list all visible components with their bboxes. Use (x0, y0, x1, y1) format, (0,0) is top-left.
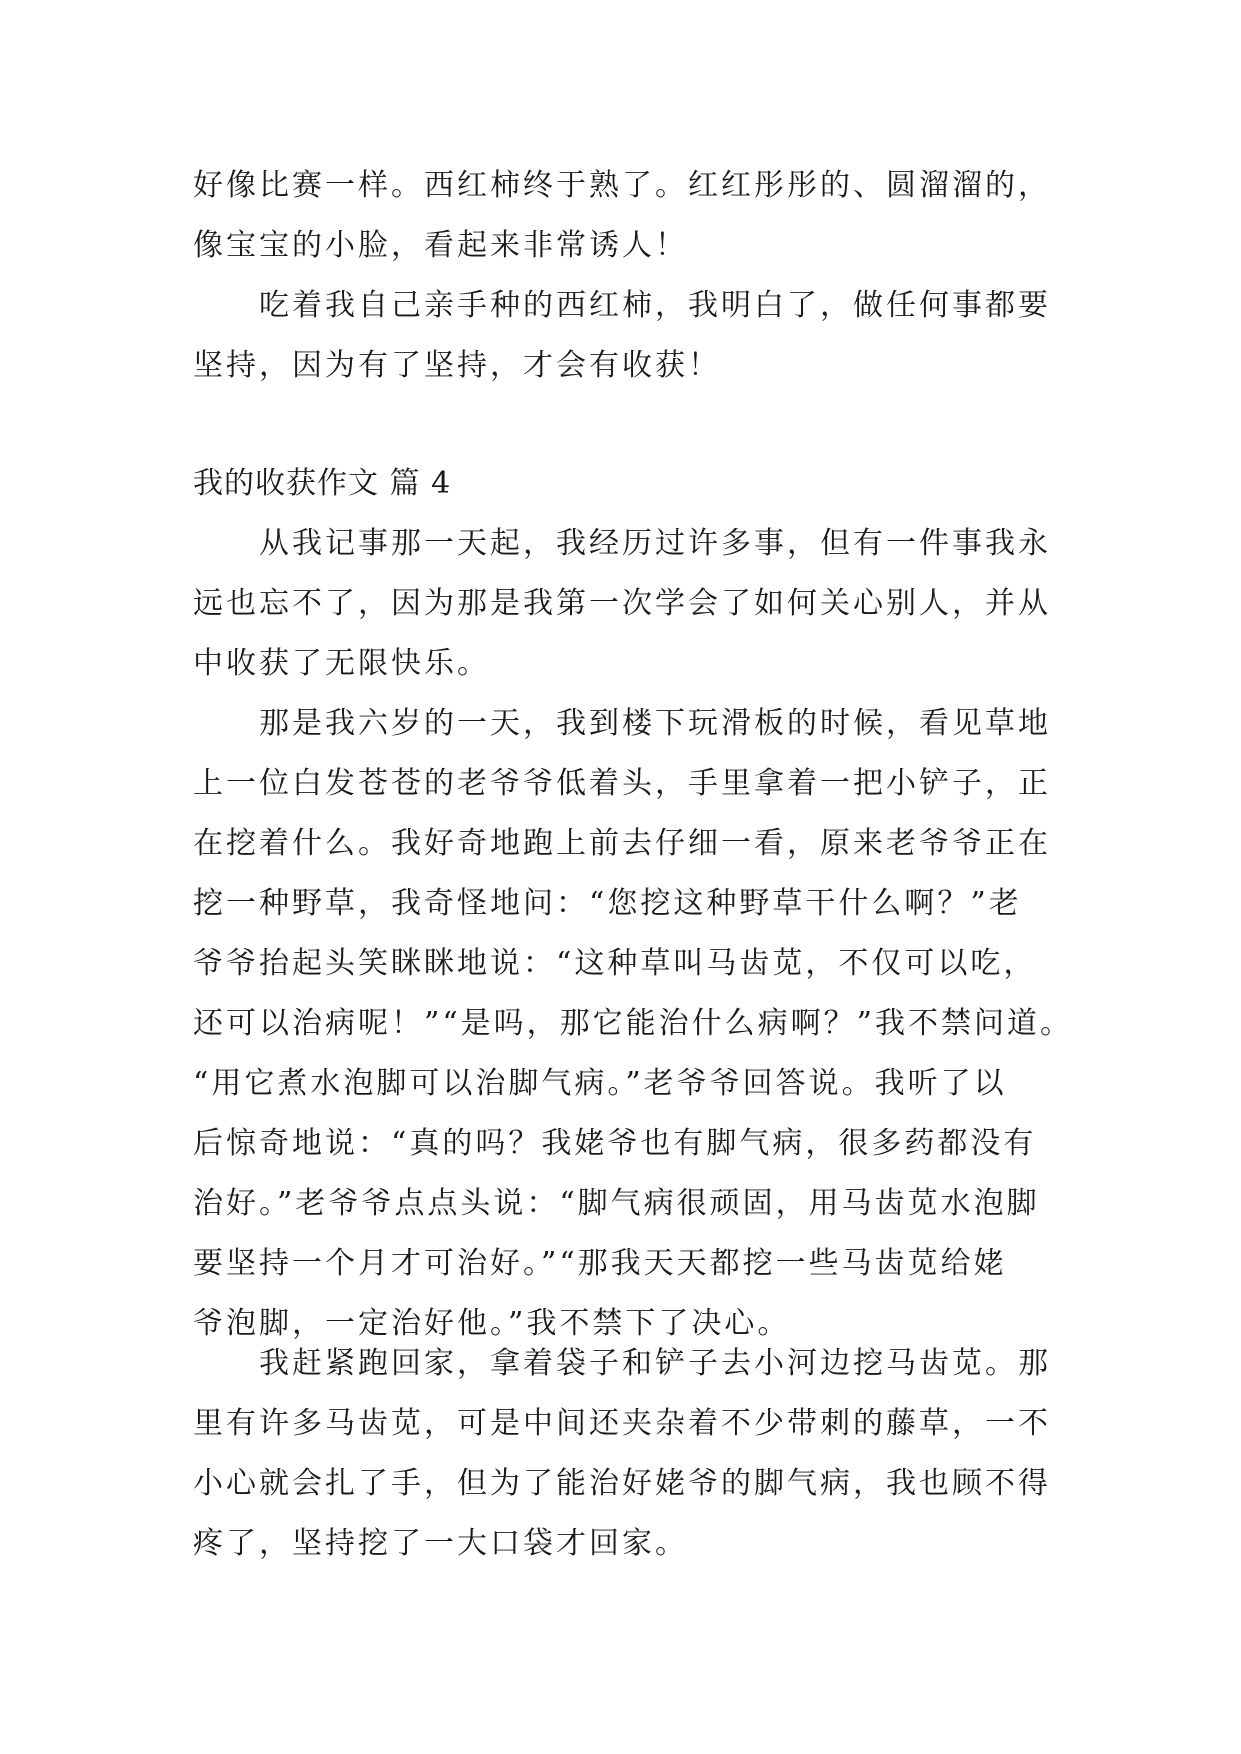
text-line: 远也忘不了，因为那是我第一次学会了如何关心别人，并从 (193, 586, 1051, 621)
paragraph-1 (193, 514, 1053, 694)
paragraph-2 (193, 694, 1074, 1354)
text-line: 后惊奇地说：“真的吗？我姥爷也有脚气病，很多药都没有 (193, 1126, 1037, 1161)
text-line: 疼了，坚持挖了一大口袋才回家。 (193, 1526, 688, 1561)
text-line: 爷爷抬起头笑眯眯地说：“这种草叫马齿苋，不仅可以吃， (193, 946, 1037, 981)
text-line: 爷泡脚，一定治好他。”我不禁下了决心。 (193, 1306, 791, 1341)
text-line: 小心就会扎了手，但为了能治好姥爷的脚气病，我也顾不得 (193, 1466, 1051, 1501)
text-line: 上一位白发苍苍的老爷爷低着头，手里拿着一把小铲子，正 (193, 766, 1051, 801)
text-line: 像宝宝的小脸，看起来非常诱人！ (193, 228, 688, 263)
text-line: 治好。”老爷爷点点头说：“脚气病很顽固，用马齿苋水泡脚 (193, 1186, 1040, 1221)
intro-paragraph (193, 156, 1053, 276)
text-line: 还可以治病呢！”“是吗，那它能治什么病啊？”我不禁问道。 (193, 1006, 1074, 1041)
text-line: 中收获了无限快乐。 (193, 646, 490, 681)
text-line: 在挖着什么。我好奇地跑上前去仔细一看，原来老爷爷正在 (193, 826, 1051, 861)
text-line: 坚持，因为有了坚持，才会有收获！ (193, 348, 721, 383)
text-line: 要坚持一个月才可治好。”“那我天天都挖一些马齿苋给姥 (193, 1246, 1007, 1281)
text-line: 吃着我自己亲手种的西红柿，我明白了，做任何事都要 (259, 288, 1051, 323)
text-line: 好像比赛一样。西红柿终于熟了。红红彤彤的、圆溜溜的， (193, 168, 1051, 203)
section-title: 我的收获作文 篇 4 (193, 466, 452, 501)
section-heading (193, 454, 1053, 514)
text-line: 里有许多马齿苋，可是中间还夹杂着不少带刺的藤草，一不 (193, 1406, 1051, 1441)
conclusion-paragraph (193, 276, 1053, 396)
text-line: 那是我六岁的一天，我到楼下玩滑板的时候，看见草地 (259, 706, 1051, 741)
text-line: 挖一种野草，我奇怪地问：“您挖这种野草干什么啊？”老 (193, 886, 1022, 921)
text-line: 从我记事那一天起，我经历过许多事，但有一件事我永 (259, 526, 1051, 561)
text-line: 我赶紧跑回家，拿着袋子和铲子去小河边挖马齿苋。那 (259, 1346, 1051, 1381)
paragraph-3 (193, 1334, 1053, 1574)
text-line: “用它煮水泡脚可以治脚气病。”老爷爷回答说。我听了以 (193, 1066, 1007, 1101)
